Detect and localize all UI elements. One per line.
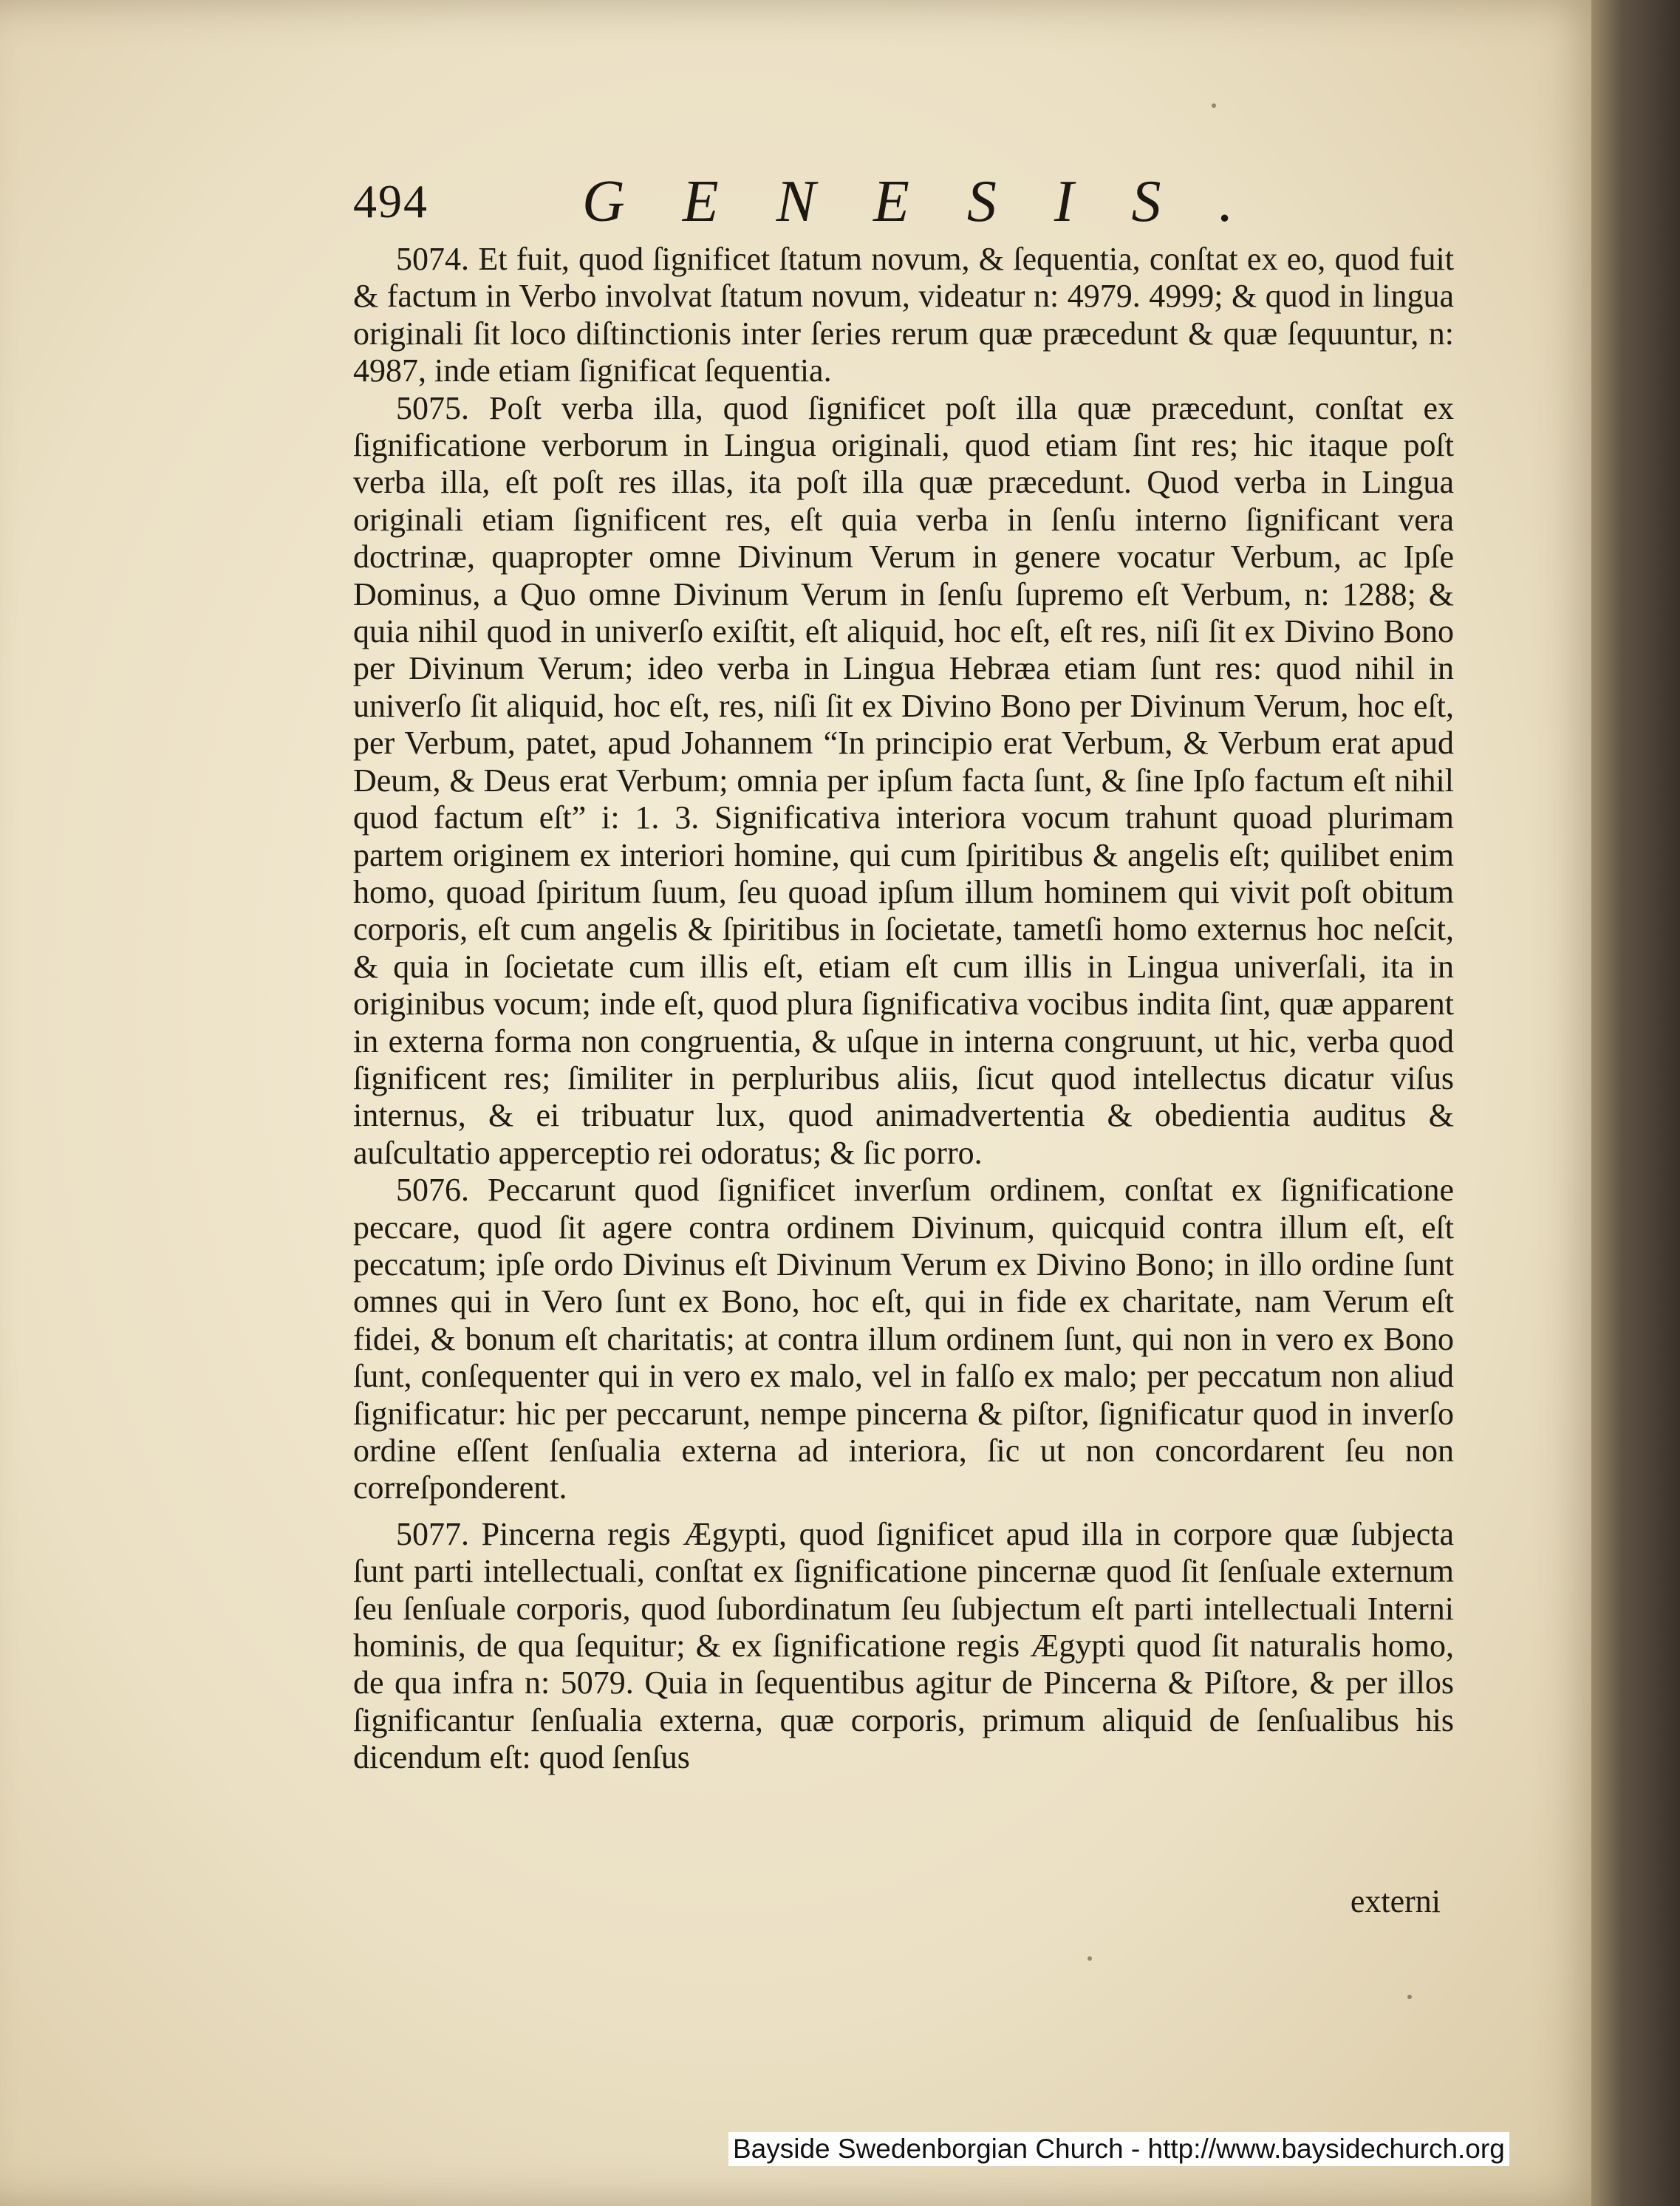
paragraph-5074	[353, 241, 1454, 390]
paragraph-5076	[353, 1172, 1454, 1507]
paragraph-text: Poſt verba illa, quod ſignificet poſt illa quæ præcedunt, conſtat ex ſignificatione verborum in Lingua originali, quod etiam ſint res; hic itaque poſt verba illa, eſt poſt res illas, ita poſt illa quæ præcedunt. Quod verba in Lingua originali etiam ſignificent res, eſt quia verba in ſenſu interno ſignificant vera doctrinæ, quapropter omne Divinum Verum in genere vocatur Verbum, ac Ipſe Dominus, a Quo omne Divinum Verum in ſenſu ſupremo eſt Verbum, n: 1288; & quia nihil quod in univerſo exiſtit, eſt aliquid, hoc eſt, eſt res, niſi ſit ex Divino Bono per Divinum Verum; ideo verba in Lingua Hebræa etiam ſunt res: quod nihil in univerſo ſit aliquid, hoc eſt, res, niſi ſit ex Divino Bono per Divinum Verum, hoc eſt, per Verbum, patet, apud Johannem “In principio erat Verbum, & Verbum erat apud Deum, & Deus erat Verbum; omnia per ipſum facta ſunt, & ſine Ipſo factum eſt nihil quod factum eſt” i: 1. 3. Significativa interiora vocum trahunt quoad plurimam partem originem ex interiori homine, qui cum ſpiritibus & angelis eſt; quilibet enim homo, quoad ſpiritum ſuum, ſeu quoad ipſum illum hominem qui vivit poſt obitum corporis, eſt cum angelis & ſpiritibus in ſocietate, tametſi homo externus hoc neſcit, & quia in ſocietate cum illis eſt, etiam eſt cum illis in Lingua univerſali, ita in originibus vocum; inde eſt, quod plura ſignificativa vocibus indita ſint, quæ apparent in externa forma non congruentia, & uſque in interna congruunt, ut hic, verba quod ſignificent res; ſimiliter in perpluribus aliis, ſicut quod intellectus dicatur viſus internus, & ei tribuatur lux, quod animadvertentia & obedientia auditus & auſcultatio apperceptio rei odoratus; & ſic porro.	[353, 389, 1454, 1171]
paragraph-5077	[353, 1516, 1454, 1777]
page-number: 494	[353, 175, 428, 228]
book-spine	[1591, 0, 1680, 2206]
paper-speck	[1407, 1995, 1412, 1999]
paragraph-text: Et fuit, quod ſignificet ſtatum novum, & ſequentia, conſtat ex eo, quod fuit & factum in Verbo involvat ſtatum novum, videatur n: 4979. 4999; & quod in lingua originali ſit loco diſtinctionis inter ſeries rerum quæ præcedunt & quæ ſequuntur, n: 4987, inde etiam ſignificat ſequentia.	[353, 241, 1455, 389]
paper-speck	[1212, 103, 1216, 108]
body-text	[353, 241, 1454, 1777]
page-header	[353, 168, 1291, 235]
footer-credit: Bayside Swedenborgian Church - http://www.baysidechurch.org	[728, 2132, 1509, 2166]
catchword: externi	[1350, 1883, 1441, 1919]
paragraph-text: Pincerna regis Ægypti, quod ſignificet apud illa in corpore quæ ſubjecta ſunt parti intellectuali, conſtat ex ſignificatione pincernæ quod ſit ſenſuale externum ſeu ſenſuale corporis, quod ſubordinatum ſeu ſubjectum eſt parti intellectuali Interni hominis, de qua ſequitur; & ex ſignificatione regis Ægypti quod ſit naturalis homo, de qua infra n: 5079. Quia in ſequentibus agitur de Pincerna & Piſtore, & per illos ſignificantur ſenſualia externa, quæ corporis, primum aliquid de ſenſualibus his dicendum eſt: quod ſenſus	[353, 1515, 1454, 1776]
paper-speck	[1087, 1956, 1092, 1961]
paragraph-text: Peccarunt quod ſignificet inverſum ordinem, conſtat ex ſignificatione peccare, quod ſit agere contra ordinem Divinum, quicquid contra illum eſt, eſt peccatum; ipſe ordo Divinus eſt Divinum Verum ex Divino Bono; in illo ordine ſunt omnes qui in Vero ſunt ex Bono, hoc eſt, qui in fide ex charitate, nam Verum eſt fidei, & bonum eſt charitatis; at contra illum ordinem ſunt, qui non in vero ex Bono ſunt, conſequenter qui in vero ex malo, vel in falſo ex malo; per peccatum non aliud ſignificatur: hic per peccarunt, nempe pincerna & piſtor, ſignificatur quod in inverſo ordine eſſent ſenſualia externa ad interiora, ſic ut non concordarent ſeu non correſponderent.	[353, 1172, 1454, 1506]
paragraph-number: 5076.	[396, 1172, 469, 1209]
paragraph-number: 5075.	[396, 389, 469, 426]
running-head: GENESIS.	[582, 169, 1291, 234]
paragraph-number: 5074.	[396, 241, 469, 277]
paragraph-number: 5077.	[396, 1515, 469, 1552]
paragraph-5075	[353, 390, 1454, 1172]
